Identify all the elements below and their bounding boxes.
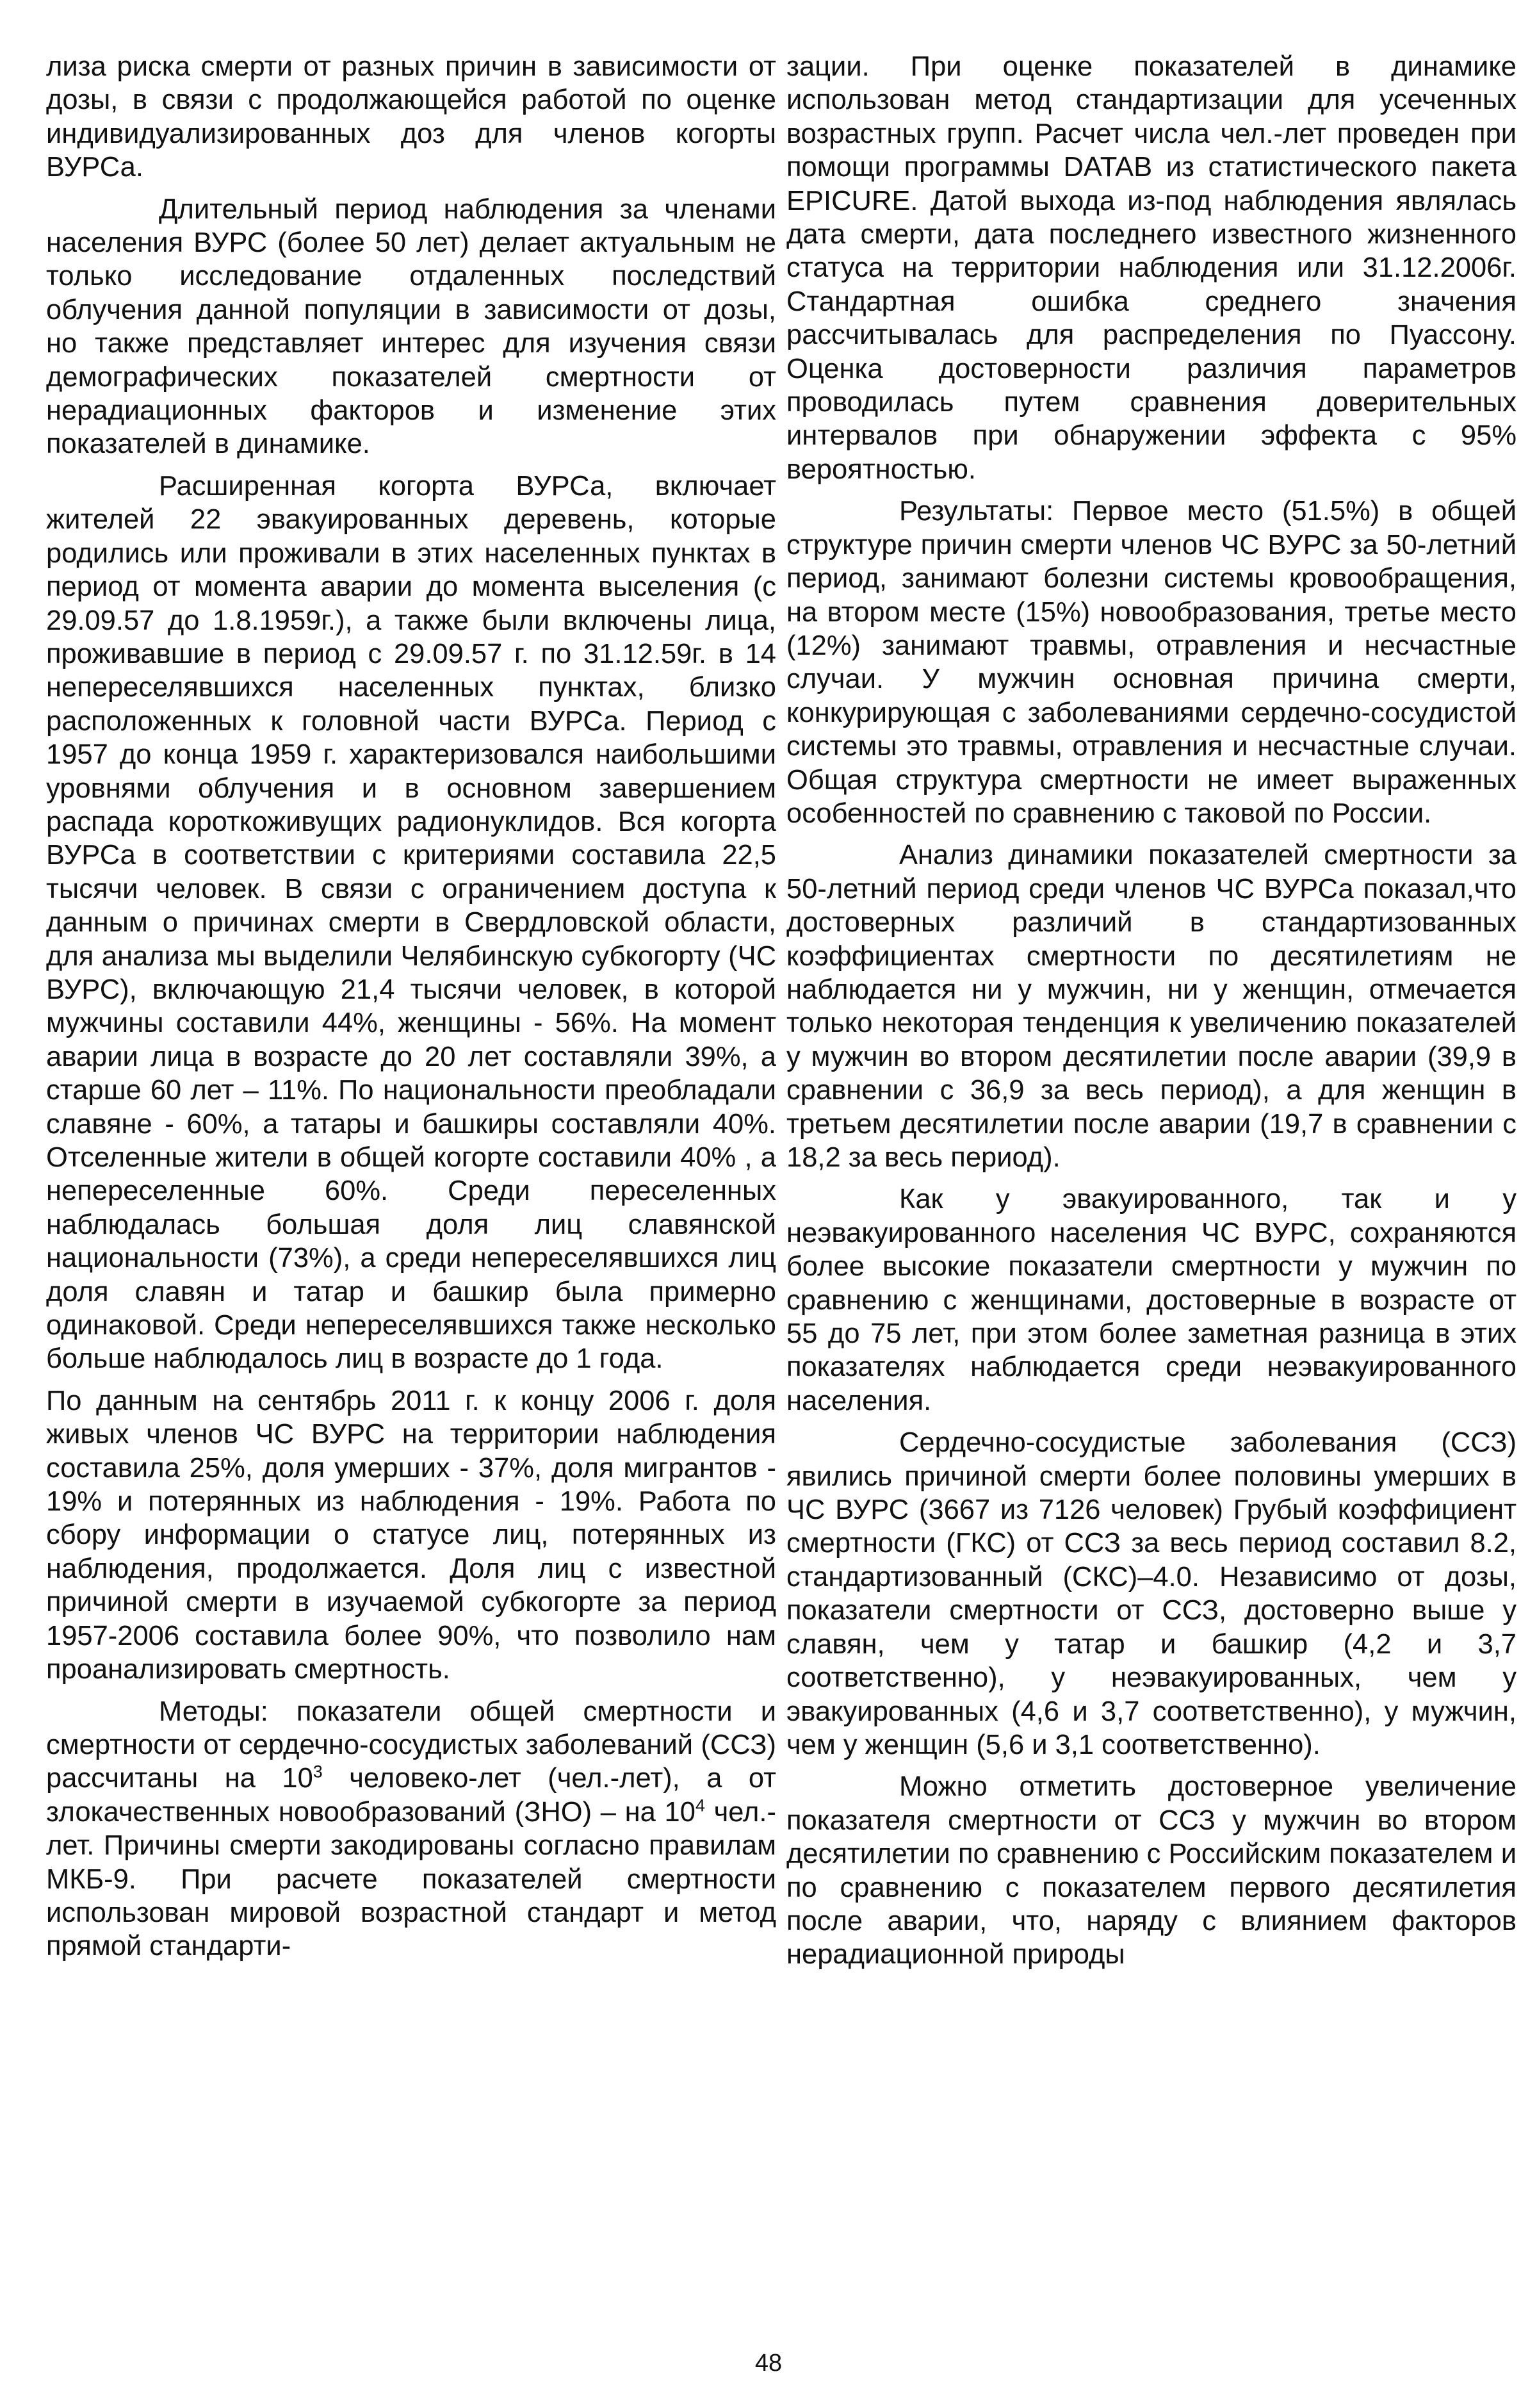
right-paragraph-increase: Можно отметить достоверное увеличение показателя смертности от ССЗ у мужчин во втором десятилетии по сравнению с Российским показателем и по сравнению с показателем первого десятилетия после аварии, что, наряду с влиянием факторов нерадиационной природы	[786, 1771, 1517, 1970]
right-paragraph-dynamics: Анализ динамики показателей смертности за 50-летний период среди членов ЧС ВУРСа показал,что достоверных различий в стандартизованных коэффициентах смертности по десятилетиям не наблюдается ни у мужчин, ни у женщин, отмечается только некоторая тенденция к увеличению показателей у мужчин во втором десятилетии после аварии (39,9 в сравнении с 36,9 за весь период), а для женщин в третьем десятилетии после аварии (19,7 в сравнении с 18,2 за весь период).	[786, 840, 1517, 1173]
methods-text-part-3: чел.-лет. Причины смерти закодированы согласно правилам МКБ-9. При расчете показателей смертности использован мировой возрастной стандарт и метод прямой стандарти-	[46, 1796, 777, 1962]
methods-superscript-2: 4	[695, 1796, 705, 1815]
methods-text-part-2: человеко-лет (чел.-лет), а от злокачественных новообразований (ЗНО) – на 10	[46, 1763, 776, 1828]
left-paragraph-4: По данным на сентябрь 2011 г. к концу 2006 г. доля живых членов ЧС ВУРС на территории наблюдения составила 25%, доля умерших - 37%, доля мигрантов - 19% и потерянных из наблюдения - 19%. Работа по сбору информации о статусе лиц, потерянных из наблюдения, продолжается. Доля лиц с известной причиной смерти в изучаемой субкогорте за период 1957-2006 составила более 90%, что позволило нам проанализировать смертность.	[46, 1385, 776, 1685]
left-paragraph-methods	[46, 1695, 776, 1963]
right-paragraph-results: Результаты: Первое место (51.5%) в общей структуре причин смерти членов ЧС ВУРС за 50-летний период, занимают болезни системы кровообращения, на втором месте (15%) новообразования, третье место (12%) занимают травмы, отравления и несчастные случаи. У мужчин основная причина смерти, конкурирующая с заболеваниями сердечно-сосудистой системы это травмы, отравления и несчастные случаи. Общая структура смертности не имеет выраженных особенностей по сравнению с таковой по России.	[786, 496, 1517, 829]
right-paragraph-evacuated: Как у эвакуированного, так и у неэвакуированного населения ЧС ВУРС, сохраняются более высокие показатели смертности у мужчин по сравнению с женщинами, достоверные в возрасте от 55 до 75 лет, при этом более заметная разница в этих показателях наблюдается среди неэвакуированного населения.	[786, 1184, 1517, 1416]
methods-superscript-1: 3	[313, 1762, 323, 1781]
page-number: 48	[754, 2350, 783, 2377]
left-text-column	[46, 50, 776, 1972]
left-paragraph-1: лиза риска смерти от разных причин в зависимости от дозы, в связи с продолжающейся работой по оценке индивидуализированных доз для членов когорты ВУРСа.	[46, 51, 776, 183]
right-paragraph-cardiovascular: Сердечно-сосудистые заболевания (ССЗ) явились причиной смерти более половины умерших в ЧС ВУРС (3667 из 7126 человек) Грубый коэффициент смертности (ГКС) от ССЗ за весь период составил 8.2, стандартизованный (СКС)–4.0. Независимо от дозы, показатели смертности от ССЗ, достоверно выше у славян, чем у татар и башкир (4,2 и 3,7 соответственно), у неэвакуированных, чем у эвакуированных (4,6 и 3,7 соответственно), у мужчин, чем у женщин (5,6 и 3,1 соответственно).	[786, 1427, 1517, 1760]
right-paragraph-1: зации. При оценке показателей в динамике использован метод стандартизации для усеченных возрастных групп. Расчет числа чел.-лет проведен при помощи программы DATAB из статистического пакета EPICURE. Датой выхода из-под наблюдения являлась дата смерти, дата последнего известного жизненного статуса на территории наблюдения или 31.12.2006г. Стандартная ошибка среднего значения рассчитывалась для распределения по Пуассону. Оценка достоверности различия параметров проводилась путем сравнения доверительных интервалов при обнаружении эффекта с 95% вероятностью.	[786, 51, 1517, 485]
methods-text-part-1: Методы: показатели общей смертности и смертности от сердечно-сосудистых заболеваний (ССЗ) рассчитаны на 10	[46, 1696, 776, 1794]
right-text-column	[786, 50, 1517, 1980]
left-paragraph-3: Расширенная когорта ВУРСа, включает жителей 22 эвакуированных деревень, которые родились или проживали в этих населенных пунктах в период от момента аварии до момента выселения (с 29.09.57 до 1.8.1959г.), а также были включены лица, проживавшие в период с 29.09.57 г. по 31.12.59г. в 14 непереселявшихся населенных пунктах, близко расположенных к головной части ВУРСа. Период с 1957 до конца 1959 г. характеризовался наибольшими уровнями облучения и в основном завершением распада короткоживущих радионуклидов. Вся когорта ВУРСа в соответствии с критериями составила 22,5 тысячи человек. В связи с ограничением доступа к данным о причинах смерти в Свердловской области, для анализа мы выделили Челябинскую субкогорту (ЧС ВУРС), включающую 21,4 тысячи человек, в которой мужчины составили 44%, женщины - 56%. На момент аварии лица в возрасте до 20 лет составляли 39%, а старше 60 лет – 11%. По национальности преобладали славяне - 60%, а татары и башкиры составляли 40%. Отселенные жители в общей когорте составили 40% , а непереселенные 60%. Среди переселенных наблюдалась большая доля лиц славянской национальности (73%), а среди непереселявшихся лиц доля славян и татар и башкир была примерно одинаковой. Среди непереселявшихся также несколько больше наблюдалось лиц в возрасте до 1 года.	[46, 470, 776, 1375]
left-paragraph-2: Длительный период наблюдения за членами населения ВУРС (более 50 лет) делает актуальным не только исследование отдаленных последствий облучения данной популяции в зависимости от дозы, но также представляет интерес для изучения связи демографических показателей смертности от нерадиационных факторов и изменение этих показателей в динамике.	[46, 193, 776, 460]
